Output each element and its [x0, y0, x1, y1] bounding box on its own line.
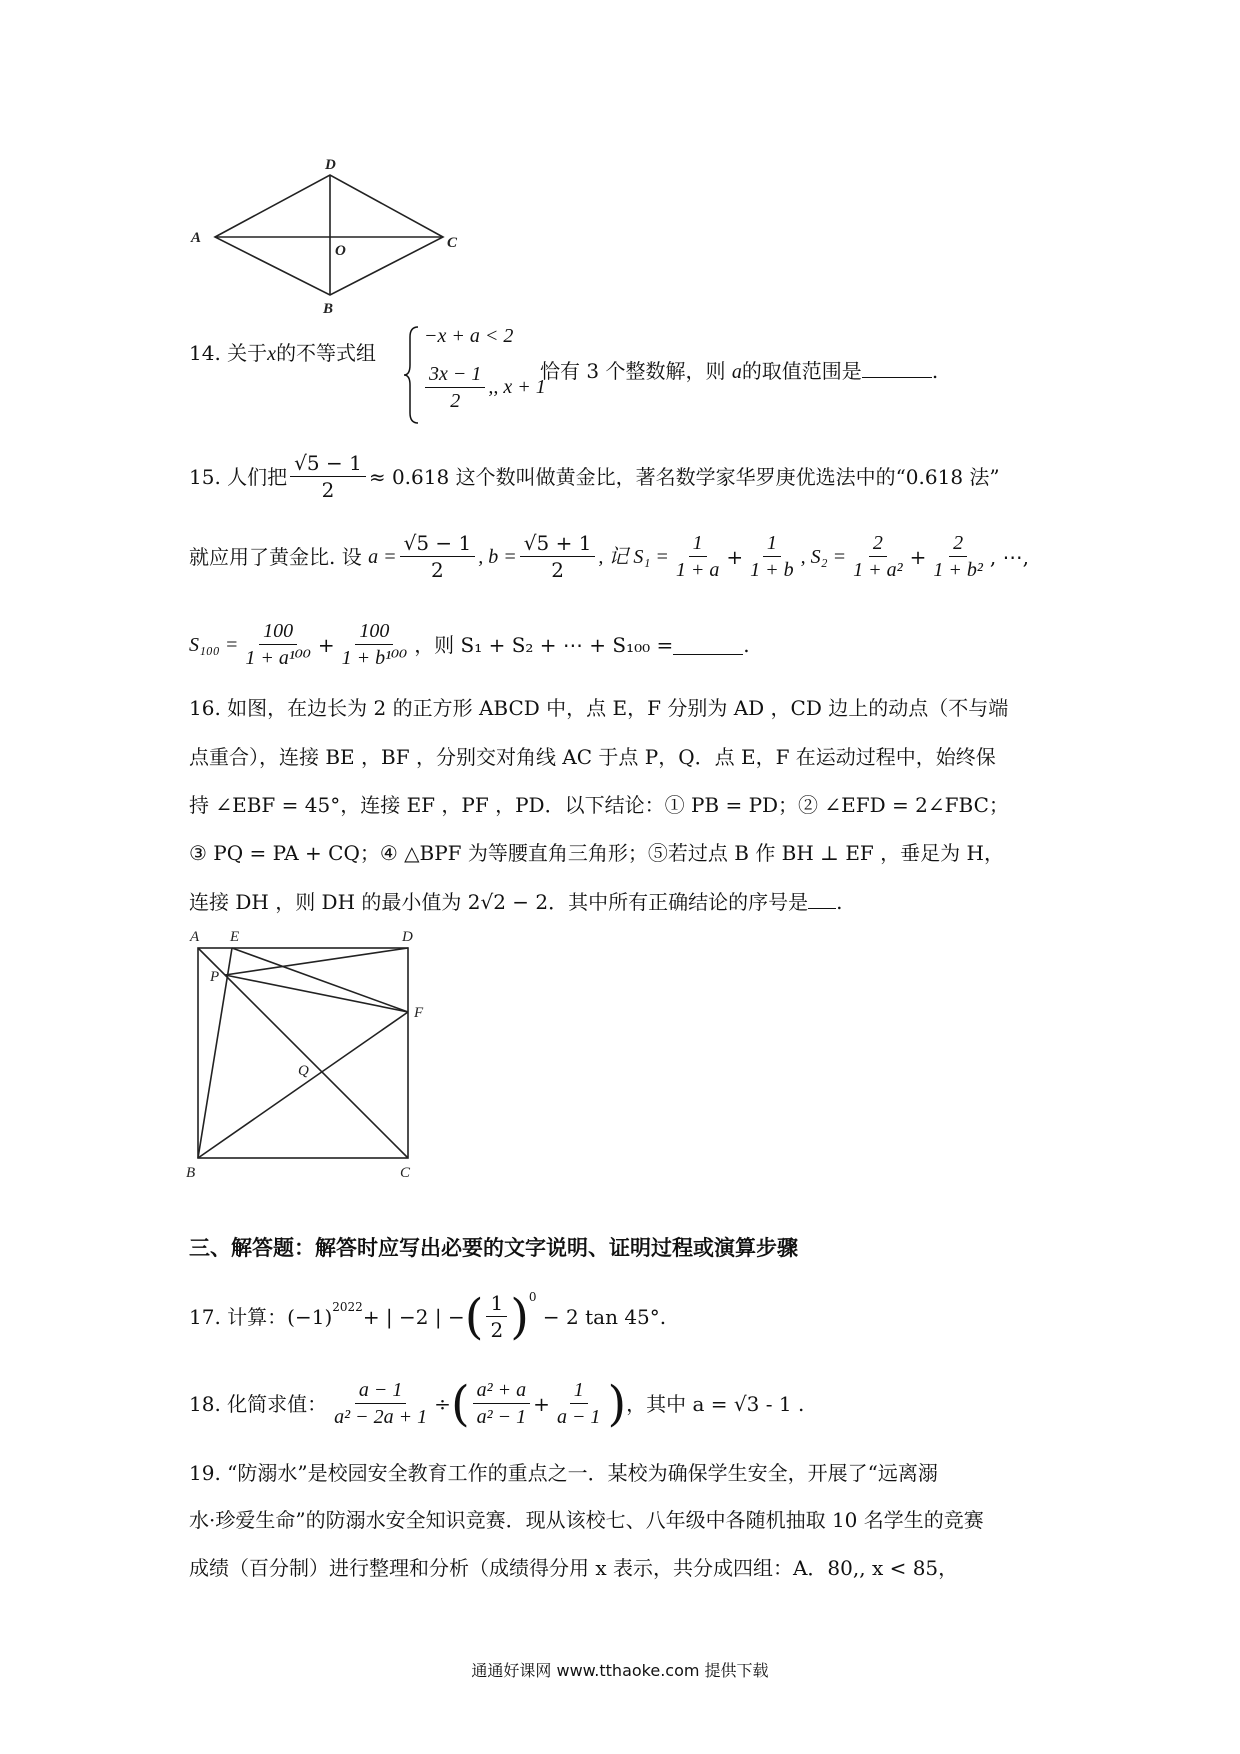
rhombus-figure	[185, 155, 475, 315]
segment-pd	[225, 948, 408, 975]
question-15-line3: S₁₀₀ = $\frac{100}{\text{1 + a¹⁰⁰}}$ + $\frac{100}{\text{1 + b¹⁰⁰}}$ ，则 S₁ + S₂ + ⋯ + S₁₀₀ = .	[189, 620, 750, 669]
question-16-line2: 点重合），连接 BE ，BF ，分别交对角线 AC 于点 P，Q．点 E，F 在运动过程中，始终保	[189, 745, 996, 769]
question-19-line2: 水·珍爱生命”的防溺水安全知识竞赛．现从该校七、八年级中各随机抽取 10 名学生的竞赛	[189, 1508, 984, 1532]
question-16-line5: 连接 DH ，则 DH 的最小值为 2√2 − 2．其中所有正确结论的序号是 .	[189, 890, 843, 914]
question-15-line2: 就应用了黄金比. 设 a = $\frac{√5 - 1}{2}$ , b = $\frac{√5 + 1}{2}$ , 记 S₁ = $\frac{1}{1 + a}$ + $\frac{1}{1 + b}$ , S₂ = $\frac{2}{\text{1 + a²}}$ + $\frac{2}{\text{1 + b²}}$ , ⋯,	[189, 531, 1029, 582]
label-f: F	[414, 1005, 424, 1021]
question-14: 14. 关于x的不等式组	[189, 341, 377, 365]
answer-blank-15[interactable]	[673, 634, 743, 655]
label-q: Q	[298, 1063, 309, 1079]
q14-fraction: $\frac{3x - 1}{2}$	[425, 361, 485, 414]
golden-ratio-fraction: $\frac{√5 - 1}{2}$	[290, 450, 366, 503]
answer-blank-14[interactable]	[862, 357, 932, 378]
question-19-line3: 成绩（百分制）进行整理和分析（成绩得分用 x 表示，共分成四组：A．80,, x < 85，	[189, 1556, 959, 1580]
q14-ineq1: −x + a < 2	[424, 325, 514, 347]
label-d: D	[325, 157, 336, 173]
diagonal-ac	[198, 948, 408, 1158]
page-footer: 通通好课网 www.tthaoke.com 提供下载	[471, 1661, 769, 1680]
segment-pf	[225, 975, 408, 1012]
label-p: P	[210, 969, 220, 985]
question-17: 17. 计算： (−1) $^{2022}$ + | −2 | − ( $\frac{1}{2}$ ) $^0$ − 2 tan 45°.	[189, 1288, 667, 1345]
question-16-line4: ③ PQ = PA + CQ；④ △BPF 为等腰直角三角形；⑤若过点 B 作 BH ⊥ EF ，垂足为 H，	[189, 841, 1004, 865]
q14-tail: 恰有 3 个整数解，则 a的取值范围是 .	[540, 359, 939, 383]
q14-system: −x + a < 2 $\frac{3x - 1}{2}$ ,, x + 1	[402, 325, 542, 425]
segment-ef	[232, 948, 408, 1012]
section-3-heading: 三、解答题：解答时应写出必要的文字说明、证明过程或演算步骤	[189, 1236, 798, 1260]
square-figure	[180, 925, 440, 1185]
label-a: A	[190, 929, 200, 945]
label-b: B	[186, 1165, 196, 1181]
label-a: A	[191, 230, 202, 246]
question-16-line3: 持 ∠EBF = 45°，连接 EF ，PF ，PD．以下结论：① PB = PD；② ∠EFD = 2∠FBC；	[189, 793, 1009, 817]
label-e: E	[230, 929, 240, 945]
question-18: 18. 化简求值： $\frac{a - 1}{\text{a² − 2a + 1}}$ ÷ ( $\frac{\text{a² + a}}{\text{a² − 1}}$ + $\frac{1}{a - 1}$ ) ，其中 a = √3 - 1 .	[189, 1375, 805, 1432]
label-c: C	[400, 1165, 411, 1181]
segment-bf	[198, 1012, 408, 1158]
label-d: D	[402, 929, 413, 945]
question-19-line1: 19. “防溺水”是校园安全教育工作的重点之一．某校为确保学生安全，开展了“远离溺	[189, 1461, 938, 1485]
label-b: B	[323, 301, 334, 315]
question-15-line1: 15. 人们把 $\frac{√5 - 1}{2}$ ≈ 0.618 这个数叫做黄金比，著名数学家华罗庚优选法中的“0.618 法”	[189, 451, 1000, 502]
answer-blank-16[interactable]	[808, 888, 836, 909]
label-o: O	[335, 243, 346, 259]
rhombus-outline	[215, 175, 443, 295]
label-c: C	[447, 235, 458, 251]
brace-icon	[402, 325, 422, 425]
question-16-line1: 16. 如图，在边长为 2 的正方形 ABCD 中，点 E，F 分别为 AD ，CD 边上的动点（不与端	[189, 696, 1009, 720]
